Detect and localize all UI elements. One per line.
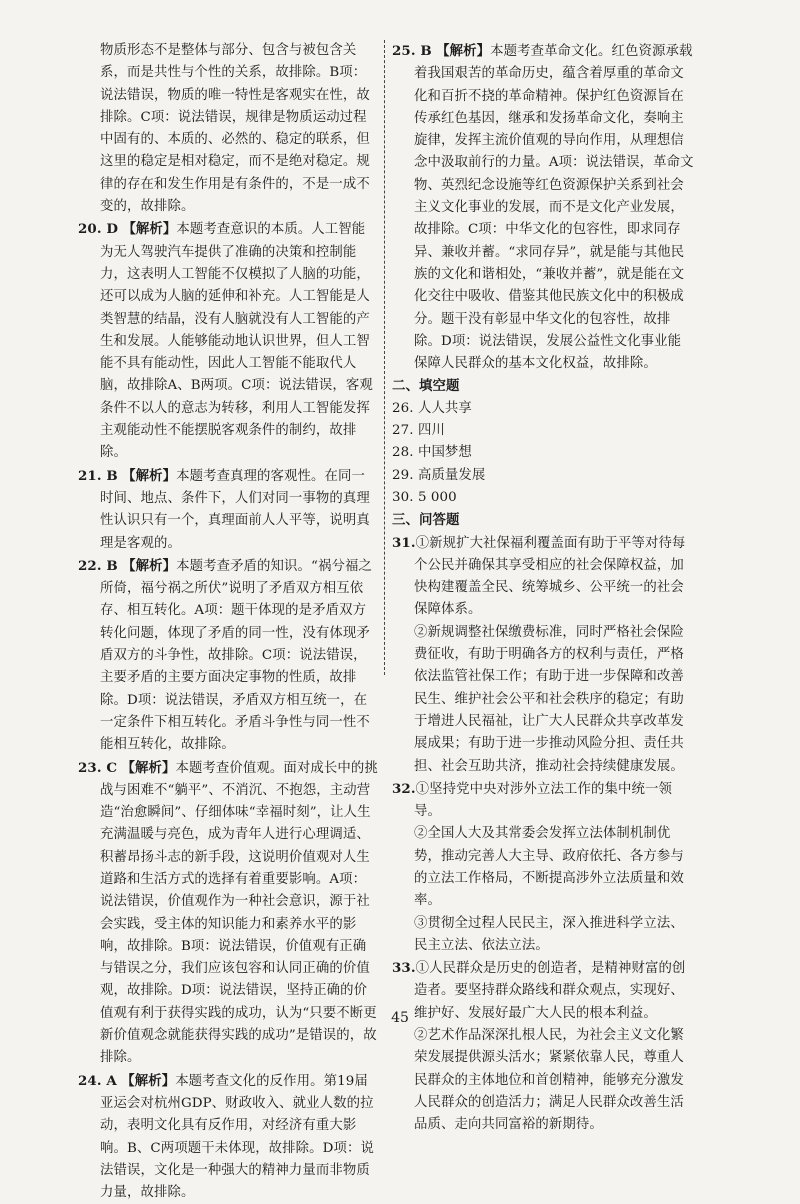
page-number: 45 [391,1010,409,1026]
answer-32-part1 [392,778,694,824]
analysis-tag: 【解析】 [122,557,177,574]
answer-number: 33. [392,960,416,977]
answer-text: ②新规调整社保缴费标准，同时严格社会保险费征收，有助于明确各方的权利与责任，严格依法监管社保工作；有助于进一步保障和改善民生、维护社会公平和社会秩序的稳定；有助于增进人民福祉，让广大人民群众共享改革发展成果；有助于进一步推动风险分担、责任共担、社会互助共济，推动社会持续健康发展。 [414,624,684,774]
analysis-tag: 【解析】 [122,467,177,484]
analysis-tag: 【解析】 [121,1072,176,1089]
answer-number: 22. B [78,557,118,574]
answer-22 [78,555,378,757]
right-column [392,40,694,1137]
continued-explanation [78,40,378,218]
answer-number: 25. B [392,43,432,59]
answer-text: ①人民群众是历史的创造者，是精神财富的创造者。要坚持群众路线和群众观点，实现好、维护好、发展好最广大人民的根本利益。 [414,961,686,1021]
section-title-fill: 二、填空题 [392,378,460,395]
answer-text: 本题考查文化的反作用。第19届亚运会对杭州GDP、财政收入、就业人数的拉动，表明文化具有反作用，对经济有重大影响。B、C两项题干未体现，故排除。D项：说法错误，文化是一种强大的精神力量而非物质力量，故排除。 [100,1073,374,1201]
answer-number: 23. C [78,759,118,776]
answer-text: 物质形态不是整体与部分、包含与被包含关系，而是共性与个性的关系，故排除。B项：说法错误，物质的唯一特性是客观实在性，故排除。C项：说法错误，规律是物质运动过程中固有的、本质的、必然的、稳定的联系，但这里的稳定是相对稳定，而不是绝对稳定。规律的存在和发生作用是有条件的，不是一成不变的，故排除。 [100,43,370,215]
answer-number: 21. B [78,467,118,484]
answer-21 [78,465,378,555]
answer-number: 20. D [78,221,119,238]
answer-32-part3 [392,913,694,958]
answer-31-part2 [392,622,694,778]
answer-text: ①坚持党中央对涉外立法工作的集中统一领导。 [414,781,672,820]
answer-33-part2 [392,1025,694,1136]
answer-text: 本题考查意识的本质。人工智能为无人驾驶汽车提供了准确的决策和控制能力，这表明人工智能不仅模拟了人脑的功能，还可以成为人脑的延伸和补充。人工智能是人类智慧的结晶，没有人脑就没有人工智能的产生和发展。人能够能动地认识世界，但人工智能不具有能动性，因此人工智能不能取代人脑，故排除A、B两项。C项：说法错误，客观条件不以人的意志为转移，利用人工智能发挥主观能动性不能摆脱客观条件的制约，故排除。 [100,222,373,461]
fill-answer-30: 30. 5 000 [392,489,457,505]
answer-text: 本题考查真理的客观性。在同一时间、地点、条件下，人们对同一事物的真理性认识只有一个，真理面前人人平等，说明真理是客观的。 [100,468,370,551]
answer-31-part1 [392,532,694,622]
answer-32-part2 [392,823,694,912]
answer-20 [78,218,378,464]
answer-text: 本题考查革命文化。红色资源承载着我国艰苦的革命历史，蕴含着厚重的革命文化和百折不挠的革命精神。保护红色资源旨在传承红色基因，继承和发扬革命文化，奏响主旋律，发挥主流价值观的导向作用，从理想信念中汲取前行的力量。A项：说法错误，革命文物、英烈纪念设施等红色资源保护关系到社会主义文化事业的发展，而不是文化产业发展，故排除。C项：中华文化的包容性，即求同存异、兼收并蓄。“求同存异”，就是能与其他民族的文化和谐相处，“兼收并蓄”，就是能在文化交往中吸收、借鉴其他民族文化中的积极成分。题干没有彰显中华文化的包容性，故排除。D项：说法错误，发展公益性文化事业能保障人民群众的基本文化权益，故排除。 [414,44,694,372]
left-column [78,40,378,1204]
answer-text: ①新规扩大社保福利覆盖面有助于平等对待每个公民并确保其享受相应的社会保障权益，加快构建覆盖全民、统筹城乡、公平统一的社会保障体系。 [414,535,686,618]
column-divider [384,40,385,675]
section-title-qa: 三、问答题 [392,512,460,529]
analysis-tag: 【解析】 [122,221,177,238]
analysis-tag: 【解析】 [436,43,491,59]
answer-24 [78,1070,378,1204]
answer-text: ②全国人大及其常委会发挥立法体制机制优势，推动完善人大主导、政府依托、各方参与的立法工作格局，不断提高涉外立法质量和效率。 [414,826,684,909]
answer-number: 24. A [78,1072,117,1089]
answer-text: 本题考查价值观。面对成长中的挑战与困难不“躺平”、不消沉、不抱怨，主动营造“治愈瞬间”、仔细体味“幸福时刻”，让人生充满温暖与亮色，成为青年人进行心理调适、积蓄昂扬斗志的新手段，这说明价值观对人生道路和生活方式的选择有着重要影响。A项：说法错误，价值观作为一种社会意识，源于社会实践，受主体的知识能力和素养水平的影响，故排除。B项：说法错误，价值观有正确与错误之分，我们应该包容和认同正确的价值观，故排除。D项：说法错误，坚持正确的价值观有利于获得实践的成功，认为“只要不断更新价值观念就能获得实践的成功”是错误的，故排除。 [100,760,378,1066]
fill-answer-28: 28. 中国梦想 [392,445,472,461]
answer-text: 本题考查矛盾的知识。“祸兮福之所倚，福兮祸之所伏”说明了矛盾双方相互依存、相互转化。A项：题干体现的是矛盾双方转化问题，体现了矛盾的同一性，没有体现矛盾双方的斗争性，故排除。C项：说法错误，主要矛盾的主要方面决定事物的性质，故排除。D项：说法错误，矛盾双方相互统一，在一定条件下相互转化。矛盾斗争性与同一性不能相互转化，故排除。 [100,558,372,753]
answer-25 [392,40,694,375]
fill-answer-26: 26. 人人共享 [392,400,472,416]
answer-text: ②艺术作品深深扎根人民，为社会主义文化繁荣发展提供源头活水；紧紧依靠人民，尊重人民群众的主体地位和首创精神，能够充分激发人民群众的创造活力；满足人民群众改善生活品质、走向共同富裕的新期待。 [414,1028,684,1133]
answer-number: 31. [392,534,416,551]
analysis-tag: 【解析】 [121,759,176,776]
fill-answer-27: 27. 四川 [392,423,445,439]
fill-answer-29: 29. 高质量发展 [392,467,486,483]
answer-number: 32. [392,780,416,797]
answer-text: ③贯彻全过程人民民主，深入推进科学立法、民主立法、依法立法。 [414,915,684,953]
